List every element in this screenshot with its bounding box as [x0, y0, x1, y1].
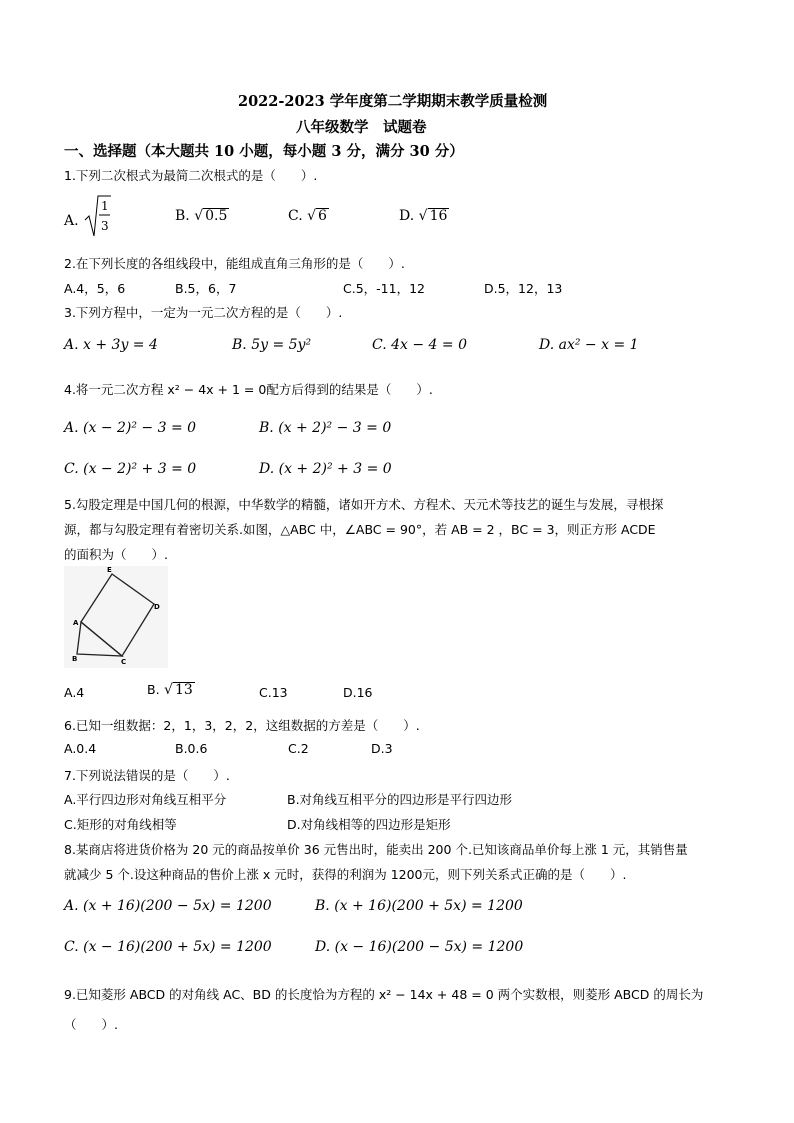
q4-option-b: B. (x + 2)² − 3 = 0 [259, 420, 392, 436]
q5-option-c: C.13 [259, 685, 288, 700]
q1-option-d: D. √ 16 [399, 208, 448, 224]
q8-option-b: B. (x + 16)(200 + 5x) = 1200 [315, 898, 523, 914]
fig-label-b: B [72, 655, 78, 663]
q7-option-c: C.矩形的对角线相等 [64, 817, 177, 832]
q7-stem: 7.下列说法错误的是（ ）. [64, 768, 230, 783]
q7-option-a: A.平行四边形对角线互相平分 [64, 792, 227, 807]
q2-stem: 2.在下列长度的各组线段中，能组成直角三角形的是（ ）. [64, 256, 405, 271]
q8-line2: 就减少 5 个.设这种商品的售价上涨 x 元时，获得的利润为 1200元，则下列关系式正确的是（ ）. [64, 867, 627, 882]
fig-label-d: D [154, 603, 160, 611]
q8-option-d: D. (x − 16)(200 − 5x) = 1200 [315, 939, 524, 955]
q3-option-c: C. 4x − 4 = 0 [372, 337, 467, 353]
square-acde [81, 574, 154, 656]
q6-option-a: A.0.4 [64, 741, 97, 756]
q6-option-d: D.3 [371, 741, 393, 756]
q4-option-d: D. (x + 2)² + 3 = 0 [259, 461, 392, 477]
q9-line2: （ ）. [64, 1017, 118, 1032]
q8-option-a: A. (x + 16)(200 − 5x) = 1200 [64, 898, 272, 914]
q5-figure [64, 566, 168, 668]
q2-option-a: A.4，5，6 [64, 281, 126, 296]
fig-label-c: C [121, 658, 127, 666]
q3-option-a: A. x + 3y = 4 [64, 337, 158, 353]
q1-a-denominator: 3 [101, 219, 109, 233]
q2-option-d: D.5，12，13 [484, 281, 563, 296]
q3-option-b: B. 5y = 5y² [232, 337, 312, 353]
exam-subtitle: 八年级数学 试题卷 [296, 119, 427, 136]
q6-stem: 6.已知一组数据：2，1，3，2，2，这组数据的方差是（ ）. [64, 718, 420, 733]
q3-stem: 3.下列方程中，一定为一元二次方程的是（ ）. [64, 305, 343, 320]
q3-option-d: D. ax² − x = 1 [539, 337, 639, 353]
q5-line2: 源，都与勾股定理有着密切关系.如图，△ABC 中，∠ABC = 90°，若 AB = 2 ，BC = 3，则正方形 ACDE [64, 522, 656, 537]
q6-option-b: B.0.6 [175, 741, 208, 756]
q7-option-d: D.对角线相等的四边形是矩形 [287, 817, 451, 832]
q9-line1: 9.已知菱形 ABCD 的对角线 AC、BD 的长度恰为方程的 x² − 14x + 48 = 0 两个实数根，则菱形 ABCD 的周长为 [64, 987, 704, 1002]
q5-option-b: B. √ 13 [147, 682, 193, 698]
q2-option-b: B.5，6，7 [175, 281, 237, 296]
exam-title: 2022-2023 学年度第二学期期末教学质量检测 [238, 93, 548, 110]
triangle-abc [77, 622, 122, 656]
q1-option-a: A. 1 3 [64, 198, 111, 244]
q5-option-d: D.16 [343, 685, 373, 700]
q5-line3: 的面积为（ ）. [64, 547, 168, 562]
fig-label-a: A [73, 619, 79, 627]
q5-option-a: A.4 [64, 685, 85, 700]
q8-line1: 8.某商店将进货价格为 20 元的商品按单价 36 元售出时，能卖出 200 个.已知该商品单价每上涨 1 元，其销售量 [64, 842, 688, 857]
q7-option-b: B.对角线互相平分的四边形是平行四边形 [287, 792, 513, 807]
q5-line1: 5.勾股定理是中国几何的根源，中华数学的精髓，诸如开方术、方程术、天元术等技艺的诞生与发展，寻根探 [64, 497, 664, 512]
q6-option-c: C.2 [288, 741, 309, 756]
q8-option-c: C. (x − 16)(200 + 5x) = 1200 [64, 939, 272, 955]
q1-option-b: B. √ 0.5 [175, 208, 228, 224]
q4-option-a: A. (x − 2)² − 3 = 0 [64, 420, 197, 436]
q1-stem: 1.下列二次根式为最简二次根式的是（ ）. [64, 168, 318, 183]
q2-option-c: C.5，-11，12 [343, 281, 425, 296]
q1-option-c: C. √ 6 [288, 208, 327, 224]
q1-a-numerator: 1 [101, 199, 109, 213]
square-triangle-diagram [64, 566, 168, 668]
q4-stem: 4.将一元二次方程 x² − 4x + 1 = 0配方后得到的结果是（ ）. [64, 382, 433, 397]
section-heading: 一、选择题（本大题共 10 小题，每小题 3 分，满分 30 分） [64, 143, 464, 160]
q1-a-radical [83, 194, 111, 240]
fig-label-e: E [107, 566, 112, 574]
q4-option-c: C. (x − 2)² + 3 = 0 [64, 461, 197, 477]
